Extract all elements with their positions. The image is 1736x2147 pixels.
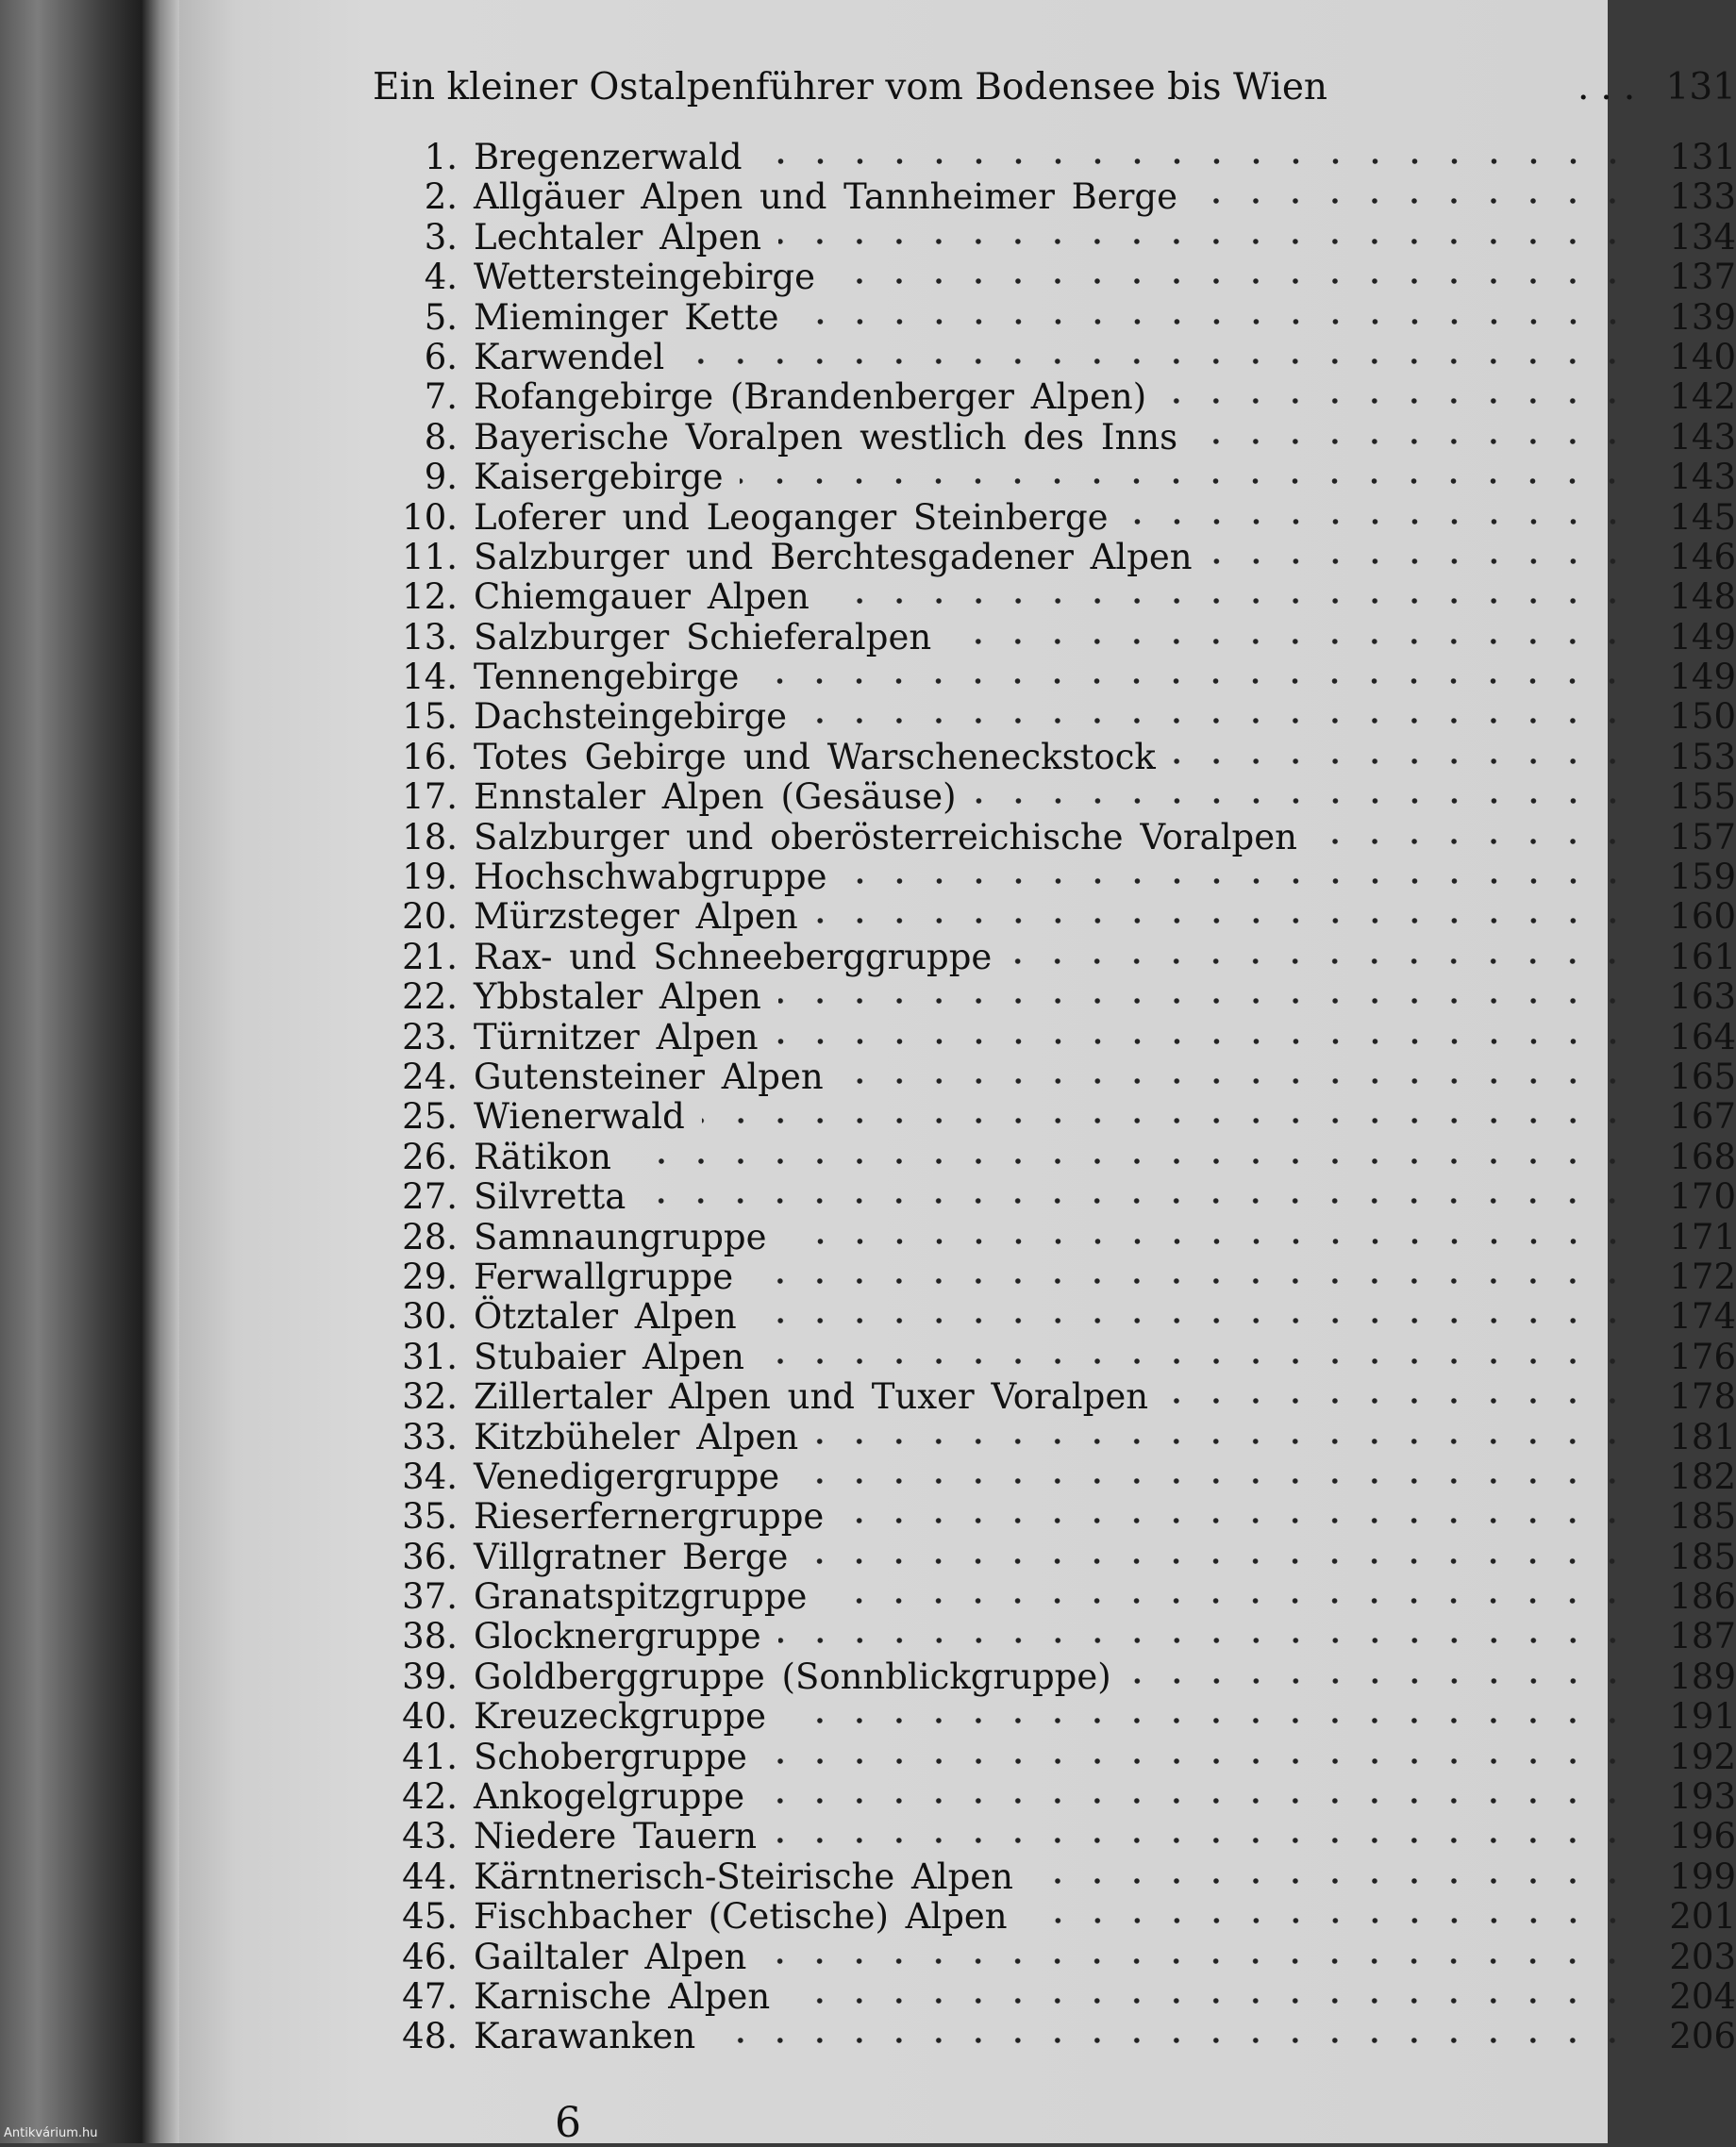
toc-entry-number: 31. [402, 1336, 458, 1377]
toc-entry-label: Silvretta [474, 1176, 626, 1218]
toc-entry-page: 137 [1669, 257, 1736, 298]
toc-entry-page: 134 [1669, 216, 1736, 258]
toc-leader-dots [974, 787, 1632, 815]
toc-entry [387, 377, 1736, 417]
toc-entry [387, 657, 1736, 697]
toc-entry [387, 1977, 1736, 2017]
toc-leader-dots [702, 1107, 1632, 1135]
toc-entry-number: 28. [402, 1216, 458, 1257]
toc-entry-label: Tennengebirge [474, 657, 740, 698]
toc-entry-label: Ybbstaler Alpen [474, 976, 761, 1018]
toc-entry-page: 131 [1669, 137, 1736, 177]
toc-leader-dots [844, 867, 1632, 895]
toc-entry [387, 1297, 1736, 1337]
toc-entry [387, 857, 1736, 897]
toc-entry-number: 3. [424, 216, 458, 258]
toc-leader-dots [643, 1187, 1632, 1215]
toc-leader-dots [764, 1747, 1632, 1775]
toc-entry-number: 30. [402, 1296, 458, 1338]
toc-entry-number: 12. [402, 576, 458, 618]
toc-entry-label: Kärntnerisch-Steirische Alpen [474, 1856, 1014, 1897]
toc-entry-number: 29. [402, 1256, 458, 1297]
toc-entry-label: Ennstaler Alpen (Gesäuse) [474, 776, 957, 818]
toc-entry-label: Loferer und Leoganger Steinberge [474, 496, 1109, 538]
toc-entry-label: Ötztaler Alpen [474, 1296, 737, 1338]
toc-entry-page: 149 [1669, 657, 1736, 698]
toc-leader-dots [628, 1147, 1632, 1175]
toc-entry [387, 977, 1736, 1017]
toc-entry-page: 185 [1669, 1496, 1736, 1538]
toc-leader-dots [1194, 187, 1632, 215]
toc-entry-number: 26. [402, 1136, 458, 1177]
toc-leader-dots [948, 627, 1632, 656]
toc-entry-page: 155 [1669, 776, 1736, 818]
toc-entry-number: 43. [402, 1816, 458, 1857]
toc-leader-dots [774, 1826, 1632, 1855]
toc-entry-page: 153 [1669, 736, 1736, 777]
toc-entry-label: Gailtaler Alpen [474, 1936, 747, 1977]
toc-leader-dots [815, 1427, 1632, 1456]
toc-entry-label: Rätikon [474, 1136, 611, 1177]
toc-entry-label: Mürzsteger Alpen [474, 896, 798, 938]
toc-entry [387, 1097, 1736, 1137]
toc-leader-dots [763, 1947, 1632, 1975]
toc-entry-label: Kaisergebirge [474, 457, 724, 498]
toc-entry-number: 10. [402, 496, 458, 538]
toc-entry-page: 181 [1669, 1416, 1736, 1457]
toc-leader-dots [805, 1547, 1632, 1575]
toc-entry-page: 165 [1669, 1056, 1736, 1097]
toc-entry-page: 187 [1669, 1616, 1736, 1657]
toc-leader-dots [681, 347, 1632, 375]
toc-entry-label: Zillertaler Alpen und Tuxer Voralpen [474, 1376, 1149, 1418]
toc-entry-page: 189 [1669, 1656, 1736, 1697]
toc-entry-number: 27. [402, 1176, 458, 1218]
toc-entry-number: 7. [424, 376, 458, 418]
toc-entry [387, 218, 1736, 258]
watermark: Antikvárium.hu [4, 2126, 98, 2140]
toc-entry-label: Wienerwald [474, 1096, 685, 1138]
toc-entry-page: 201 [1669, 1896, 1736, 1938]
toc-entry-page: 164 [1669, 1016, 1736, 1057]
toc-entry-page: 168 [1669, 1136, 1736, 1177]
toc-entry-number: 34. [402, 1456, 458, 1497]
toc-entry [387, 498, 1736, 538]
toc-entry-label: Wettersteingebirge [474, 257, 816, 298]
toc-entry-page: 171 [1669, 1216, 1736, 1257]
toc-entry-number: 48. [402, 2016, 458, 2057]
toc-entry [387, 777, 1736, 817]
toc-entry-page: 157 [1669, 816, 1736, 857]
toc-entry-label: Glocknergruppe [474, 1616, 761, 1657]
toc-entry-label: Rieserfernergruppe [474, 1496, 825, 1538]
toc-entry-label: Karnische Alpen [474, 1975, 771, 2017]
toc-entry-number: 38. [402, 1616, 458, 1657]
toc-entry [387, 1497, 1736, 1537]
toc-entry-number: 18. [402, 816, 458, 857]
toc-entry-page: 186 [1669, 1576, 1736, 1618]
toc-entry-number: 42. [402, 1776, 458, 1818]
toc-leader-dots [784, 1227, 1632, 1256]
toc-entry [387, 1538, 1736, 1577]
toc-entry [387, 458, 1736, 497]
toc-leader-dots [761, 1347, 1632, 1375]
toc-entry-label: Stubaier Alpen [474, 1336, 744, 1377]
section-page-number: 131 [1665, 66, 1736, 108]
toc-entry-label: Villgratner Berge [474, 1536, 789, 1577]
toc-entry [387, 818, 1736, 857]
toc-leader-dots [756, 667, 1632, 695]
toc-entry-label: Karwendel [474, 336, 665, 377]
toc-leader-dots [1030, 1867, 1632, 1895]
toc-entry-label: Allgäuer Alpen und Tannheimer Berge [474, 176, 1178, 218]
toc-entry [387, 2017, 1736, 2056]
toc-entry-number: 6. [424, 336, 458, 377]
toc-entry-label: Rofangebirge (Brandenberger Alpen) [474, 376, 1147, 418]
toc-leader-dots [754, 1307, 1632, 1335]
toc-entry-label: Fischbacher (Cetische) Alpen [474, 1896, 1008, 1938]
toc-entry-number: 23. [402, 1016, 458, 1057]
toc-entry-page: 199 [1669, 1856, 1736, 1897]
toc-entry-page: 149 [1669, 616, 1736, 657]
toc-leader-dots [1025, 1906, 1632, 1935]
toc-entry-number: 15. [402, 696, 458, 738]
toc-entry-page: 145 [1669, 496, 1736, 538]
toc-entry-number: 32. [402, 1376, 458, 1418]
toc-entry-label: Schobergruppe [474, 1736, 747, 1777]
toc-leader-dots [824, 1587, 1632, 1615]
toc-entry [387, 697, 1736, 737]
toc-entry [387, 1777, 1736, 1817]
toc-entry-number: 36. [402, 1536, 458, 1577]
toc-entry-page: 140 [1669, 336, 1736, 377]
toc-entry-number: 19. [402, 857, 458, 898]
toc-entry-page: 172 [1669, 1256, 1736, 1297]
toc-entry-number: 13. [402, 616, 458, 657]
toc-entry-label: Bayerische Voralpen westlich des Inns [474, 416, 1178, 458]
book-binding [0, 0, 179, 2143]
toc-entry-page: 150 [1669, 696, 1736, 738]
toc-entry [387, 1377, 1736, 1417]
toc-entry [387, 1738, 1736, 1777]
toc-entry-number: 45. [402, 1896, 458, 1938]
toc-entry-page: 148 [1669, 576, 1736, 618]
toc-leader-dots [841, 1506, 1632, 1535]
toc-leader-dots [783, 1706, 1632, 1735]
toc-entry-page: 174 [1669, 1296, 1736, 1338]
toc-entry-label: Chiemgauer Alpen [474, 576, 810, 618]
toc-leader-dots [841, 1067, 1632, 1095]
toc-entry [387, 1577, 1736, 1617]
toc-leader-dots [804, 707, 1632, 735]
toc-entry-number: 9. [424, 457, 458, 498]
toc-leader-dots [1173, 747, 1632, 775]
toc-entry-number: 44. [402, 1856, 458, 1897]
toc-entry [387, 1938, 1736, 1977]
toc-entry-label: Salzburger und oberösterreichische Voralpen [474, 816, 1297, 857]
toc-leader-dots [740, 467, 1632, 495]
toc-leader-dots [760, 147, 1632, 175]
book-page [179, 0, 1736, 2147]
toc-entry [387, 897, 1736, 937]
toc-leader-dots [761, 1787, 1632, 1815]
toc-entry [387, 1657, 1736, 1697]
toc-leader-dots [776, 1027, 1632, 1056]
toc-entry-number: 21. [402, 936, 458, 977]
toc-entry-label: Goldberggruppe (Sonnblickgruppe) [474, 1656, 1111, 1697]
toc-entry [387, 1338, 1736, 1377]
toc-entry-label: Niedere Tauern [474, 1816, 758, 1857]
toc-entry-page: 146 [1669, 536, 1736, 577]
toc-entry-number: 1. [424, 137, 458, 177]
toc-entry-number: 20. [402, 896, 458, 938]
toc-entry [387, 1177, 1736, 1217]
toc-entry-number: 14. [402, 657, 458, 698]
toc-entry-label: Kreuzeckgruppe [474, 1696, 767, 1738]
toc-entry-number: 16. [402, 736, 458, 777]
toc-entry-label: Dachsteingebirge [474, 696, 788, 738]
toc-entry-label: Salzburger Schieferalpen [474, 616, 932, 657]
toc-leader-dots [1163, 387, 1632, 415]
toc-entry [387, 1617, 1736, 1656]
toc-entry-page: 182 [1669, 1456, 1736, 1497]
page-number: 6 [555, 2099, 581, 2147]
toc-entry-label: Hochschwabgruppe [474, 857, 827, 898]
toc-entry-page: 167 [1669, 1096, 1736, 1138]
toc-entry [387, 177, 1736, 217]
toc-entry-label: Rax- und Schneeberggruppe [474, 936, 993, 977]
toc-section-heading [373, 66, 1736, 113]
toc-entry [387, 538, 1736, 577]
toc-entry [387, 1257, 1736, 1297]
toc-entry-number: 35. [402, 1496, 458, 1538]
toc-entry [387, 618, 1736, 657]
toc-entry-number: 17. [402, 776, 458, 818]
toc-entry-label: Samnaungruppe [474, 1216, 767, 1257]
table-of-contents [387, 138, 1736, 2057]
toc-entry [387, 1018, 1736, 1057]
toc-entry-number: 2. [424, 176, 458, 218]
toc-entry-page: 176 [1669, 1336, 1736, 1377]
toc-entry-label: Granatspitzgruppe [474, 1576, 808, 1618]
toc-entry [387, 1457, 1736, 1497]
toc-entry-label: Bregenzerwald [474, 137, 743, 177]
toc-entry [387, 1218, 1736, 1257]
toc-entry-number: 8. [424, 416, 458, 458]
toc-leader-dots [1314, 827, 1632, 856]
toc-entry-number: 4. [424, 257, 458, 298]
toc-entry-page: 163 [1669, 976, 1736, 1018]
toc-leader-dots [815, 907, 1632, 935]
toc-entry-page: 160 [1669, 896, 1736, 938]
toc-entry-label: Karawanken [474, 2016, 696, 2057]
toc-entry-number: 24. [402, 1056, 458, 1097]
toc-entry-number: 39. [402, 1656, 458, 1697]
toc-entry-label: Salzburger und Berchtesgadener Alpen [474, 536, 1193, 577]
toc-entry-label: Ankogelgruppe [474, 1776, 745, 1818]
toc-entry [387, 418, 1736, 458]
toc-entry-page: 170 [1669, 1176, 1736, 1218]
toc-entry-number: 47. [402, 1975, 458, 2017]
toc-entry-label: Venedigergruppe [474, 1456, 780, 1497]
toc-leader-dots [778, 987, 1632, 1015]
toc-leader-dots [750, 1267, 1632, 1295]
toc-entry-number: 11. [402, 536, 458, 577]
toc-entry-page: 139 [1669, 296, 1736, 338]
toc-entry-page: 161 [1669, 936, 1736, 977]
toc-entry-number: 41. [402, 1736, 458, 1777]
toc-entry [387, 298, 1736, 338]
toc-entry-page: 203 [1669, 1936, 1736, 1977]
toc-entry-number: 46. [402, 1936, 458, 1977]
toc-entry [387, 1817, 1736, 1856]
toc-entry-number: 37. [402, 1576, 458, 1618]
toc-leader-dots [1194, 427, 1632, 456]
toc-leader-dots [1009, 947, 1632, 975]
toc-entry [387, 577, 1736, 617]
toc-leader-dots [826, 587, 1632, 615]
toc-leader-dots [778, 1626, 1632, 1655]
toc-entry-page: 191 [1669, 1696, 1736, 1738]
toc-entry-label: Lechtaler Alpen [474, 216, 762, 258]
toc-entry-page: 143 [1669, 416, 1736, 458]
toc-entry [387, 338, 1736, 377]
toc-entry [387, 138, 1736, 177]
toc-entry [387, 1138, 1736, 1177]
toc-entry [387, 1418, 1736, 1457]
toc-entry [387, 1857, 1736, 1897]
toc-entry-page: 192 [1669, 1736, 1736, 1777]
toc-leader-dots [1126, 508, 1632, 536]
toc-entry [387, 738, 1736, 777]
toc-leader-dots [787, 1987, 1632, 2015]
toc-entry-number: 40. [402, 1696, 458, 1738]
leader-dots: ... [1577, 66, 1647, 108]
toc-entry [387, 1057, 1736, 1097]
toc-entry-label: Mieminger Kette [474, 296, 779, 338]
toc-entry-page: 185 [1669, 1536, 1736, 1577]
toc-entry-number: 25. [402, 1096, 458, 1138]
toc-entry-page: 133 [1669, 176, 1736, 218]
toc-entry-number: 22. [402, 976, 458, 1018]
toc-leader-dots [796, 308, 1632, 336]
toc-leader-dots [1165, 1387, 1632, 1415]
toc-leader-dots [796, 1467, 1632, 1495]
toc-entry-page: 206 [1669, 2016, 1736, 2057]
toc-entry [387, 1697, 1736, 1737]
toc-leader-dots [1128, 1667, 1632, 1695]
toc-entry-page: 204 [1669, 1975, 1736, 2017]
toc-entry-label: Gutensteiner Alpen [474, 1056, 824, 1097]
toc-leader-dots [832, 267, 1632, 295]
toc-entry-label: Totes Gebirge und Warscheneckstock [474, 736, 1156, 777]
toc-leader-dots [778, 227, 1632, 256]
toc-entry-page: 143 [1669, 457, 1736, 498]
toc-entry-number: 33. [402, 1416, 458, 1457]
toc-entry-label: Kitzbüheler Alpen [474, 1416, 799, 1457]
toc-entry-page: 159 [1669, 857, 1736, 898]
toc-entry [387, 938, 1736, 977]
section-title: Ein kleiner Ostalpenführer vom Bodensee bis Wien [373, 66, 1328, 108]
toc-leader-dots [1210, 547, 1632, 575]
toc-entry-label: Türnitzer Alpen [474, 1016, 759, 1057]
toc-entry-label: Ferwallgruppe [474, 1256, 734, 1297]
toc-entry-page: 178 [1669, 1376, 1736, 1418]
toc-entry-number: 5. [424, 296, 458, 338]
toc-entry-page: 142 [1669, 376, 1736, 418]
toc-entry [387, 1897, 1736, 1937]
toc-entry [387, 258, 1736, 297]
toc-leader-dots [712, 2026, 1632, 2055]
toc-entry-page: 193 [1669, 1776, 1736, 1818]
toc-entry-page: 196 [1669, 1816, 1736, 1857]
